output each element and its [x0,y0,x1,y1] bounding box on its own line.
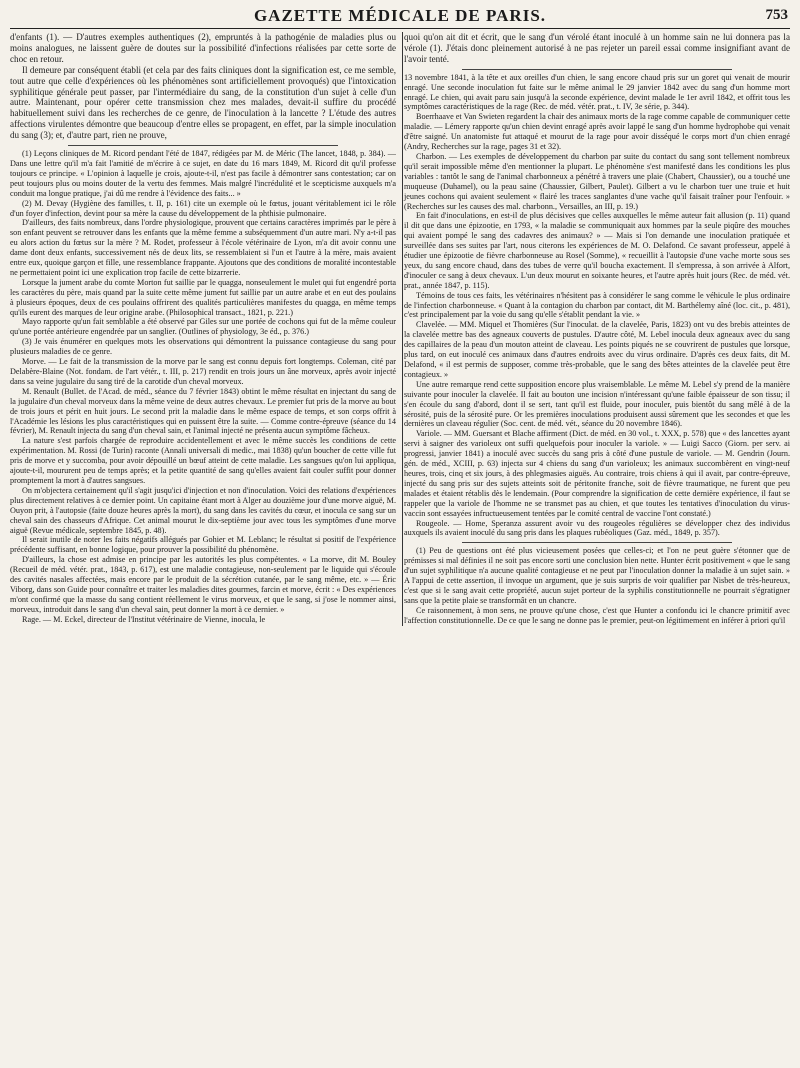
footnote: Boerrhaave et Van Swieten regardent la chair des animaux morts de la rage comme capable de communiquer cette maladie. — Lémery rapporte qu'un chien devint enragé après avoir lappé le sang d'un homme hydrophobe qui venait d'être saigné. Un anatomiste fut attaqué et mourut de la rage pour avoir disséqué le corps mort d'un chien enragé (Andry, Recherches sur la rage, pages 31 et 32). [404,112,790,152]
footnote: (3) Je vais énumérer en quelques mots les observations qui démontrent la puissance contagieuse du sang pour plusieurs maladies de ce genre. [10,337,396,357]
body-paragraph: quoi qu'on ait dit et écrit, que le sang d'un vérolé étant inoculé à un homme sain ne lui donnera pas la vérole (1). J'étais donc pleinement autorisé à ne pas rejeter un pareil essai comme insignifiant avant de l'avoir tenté. [404,32,790,64]
footnote-separator [462,69,732,70]
footnote: D'ailleurs, des faits nombreux, dans l'ordre physiologique, prouvent que certains caractères imprimés par le père à son enfant peuvent se retrouver dans les enfants que la même femme a subséquemment d'un autre mari. N'y a-t-il pas eu alors action du fœtus sur la mère ? M. Rodet, professeur à l'école vétérinaire de Lyon, m'a dit avoir connu une dame dont deux enfants, successivement nés de deux lits, se ressemblaient si l'un et l'autre à la mère, mais avaient entre eux, quoique garçon et fille, une ressemblance frappante. Ajoutons que des conditions de moralité incontestable ne permettaient point ici une explication trop facile de cette bizarrerie. [10,218,396,277]
footnote: Variole. — MM. Guersant et Blache affirment (Dict. de méd. en 30 vol., t. XXX, p. 578) que « des lancettes ayant servi à saigner des varioleux ont suffi quelquefois pour inoculer la variole. » — Luigi Sacco (Giorn. per serv. ai progressi, janvier 1841) a inoculé avec succès du sang pris à côté d'une pustule de variole. — M. Gendrin (Journ. gén. de méd., XCIII, p. 63) injecta sur 4 chiens du sang d'un varioleux; les animaux succombèrent en vingt-neuf heures, trois, cinq et six jours, à des phlegmasies aiguës. Au contraire, trois chiens à qui il avait, par contre-épreuve, injecté du sang pris sur des sujets atteints soit de péritonite franche, soit de fièvre traumatique, ne furent que peu malades et étaient rétablis dès le lendemain. (Pour comprendre la signification de cette dernière expérience, il faut se rappeler que la variole de l'homme ne se transmet pas au chien, et que toutes les tentatives d'inoculation du virus-vaccin sont essayées infructueusement tentées par le comité central de vaccine l'ont constaté.) [404,429,790,518]
footnote: Clavelée. — MM. Miquel et Thomières (Sur l'inoculat. de la clavelée, Paris, 1823) ont vu des brebis atteintes de la clavelée mettre bas des agneaux couverts de pustules. D'autre côté, M. Lebel inocula deux agneaux avec du sang des capillaires de la peau d'un mouton atteint de claveau. Les points piqués ne se couvrirent de pustules que lorsque, plus tard, on eut inoculé ces animaux dans d'autres endroits avec du virus ordinaire. D'après ces deux faits, dit M. Delafond, « il est permis de supposer, comme très-probable, que le sang des bêtes atteintes de la clavelée peut être contagieux. » [404,320,790,379]
footnote: M. Renault (Bullet. de l'Acad. de méd., séance du 7 février 1843) obtint le même résultat en injectant du sang de la jugulaire d'un cheval morveux dans la même veine de deux autres chevaux. Le premier fut pris de la morve au bout de trois jours et périt en huit jours. Le second prit la maladie dans le même espace de temps, et son corps offrit à l'Académie les lésions les plus caractéristiques qui en puissent être la suite. — Comme contre-épreuve (séance du 14 février), M. Renault injecta du sang d'un cheval sain, et l'animal injecté ne présenta aucun symptôme fâcheux. [10,386,396,436]
footnote: Rage. — M. Eckel, directeur de l'Institut vétérinaire de Vienne, inocula, le [22,614,266,624]
page-header [10,4,790,29]
footnotes-right [404,73,790,626]
footnote: 13 novembre 1841, à la tête et aux oreilles d'un chien, le sang encore chaud pris sur un goret qui venait de mourir enragé. Une seconde inoculation fut faite sur le même animal le 29 janvier 1842 avec du sang d'un homme mort enragé. Le chien, qui avait paru sain jusqu'à la seconde expérience, devint malade le 1er avril 1842, et offrit tous les symptômes caractéristiques de la rage (Rec. de méd. vétér. prat., t. IV, 3e série, p. 344). [404,72,790,112]
footnote: Ce raisonnement, à mon sens, ne prouve qu'une chose, c'est que Hunter a confondu ici le chancre primitif avec l'affection constitutionnelle. De ce que le sang ne donne pas le premier, peut-on légitimement en inférer à priori qu'il [404,605,790,625]
footnote: Témoins de tous ces faits, les vétérinaires n'hésitent pas à considérer le sang comme le véhicule le plus ordinaire de l'infection charbonneuse. « Quant à la contagion du charbon par contact, dit M. Barthélemy aîné (loc. cit., p. 481), c'est principalement par la voie du sang qu'elle s'établit pendant la vie. » [404,290,790,320]
footnote: Lorsque la jument arabe du comte Morton fut saillie par le quagga, nonseulement le mulet qui fut engendré porta les caractères du père, mais quand par la suite cette même jument fut saillie par un autre arabe et en eut des poulains à plusieurs époques, deux de ces poulains offrirent des qualités particulières manifestes du quagga, en même temps qu'ils eurent des marques de leur origine arabe. (Philosophical transact., 1821, p. 221.) [10,277,396,317]
column-divider [402,32,403,626]
footnote: Une autre remarque rend cette supposition encore plus vraisemblable. Le même M. Lebel s'y prend de la manière suivante pour inoculer la clavelée. Il fait au bouton une incision n'intéressant qu'une faible épaisseur de son tissu; il s'en écoule du sang d'abord, dont il se sert, tant qu'il est fluide, pour inoculer, puis bientôt du sang mêlé à de la sérosité, puis de la sérosité pure. Or les premières inoculations produisent aussi sûrement que les secondes et que les dernières un claveau régulier (Soc. cent. de méd. vét., séance du 20 novembre 1846). [404,379,790,429]
footnote: (1) Leçons cliniques de M. Ricord pendant l'été de 1847, rédigées par M. de Méric (The lancet, 1848, p. 384). — Dans une lettre qu'il m'a fait l'amitié de m'écrire à ce sujet, en date du 16 mars 1849, M. Ricord dit qu'il professe toujours ce principe. « L'opinion à laquelle je crois, ajoute-t-il, n'est pas facile à démontrer sans contestation; car on peut toujours plus ou moins douter de la vertu des femmes. Mais malgré l'incrédulité et le scepticisme auxquels m'a conduit ma longue pratique, j'ai dû me rendre à l'évidence des faits... » [10,149,396,198]
footnote: (2) M. Devay (Hygiène des familles, t. II, p. 161) cite un exemple où le fœtus, jouant véritablement ici le rôle d'un foyer d'infection, devint pour sa mère la cause du développement de la phthisie pulmonaire. [10,198,396,218]
left-column [10,32,396,626]
footnote: Mayo rapporte qu'un fait semblable a été observé par Giles sur une portée de cochons qui fut de la même couleur qu'une portée antérieure engendrée par un sanglier. (Outlines of physiology, 3e éd., p. 376.) [10,317,396,337]
footnotes-left [10,149,396,625]
footnote: Il serait inutile de noter les faits négatifs allégués par Gohier et M. Leblanc; le résultat si positif de l'expérience précédente suffisant, en bonne logique, pour prouver la possibilité du phénomène. [10,535,396,555]
footnote-separator [68,145,338,146]
footnote: La nature s'est parfois chargée de reproduire accidentellement et avec le même succès les conditions de cette expérimentation. M. Rossi (de Turin) raconte (Annali universali di medic., mai 1838) qu'un boucher de cette ville fut pris de morve et y succomba, pour avoir dépouillé un bœuf atteint de cette maladie. Les sangsues qu'on lui appliqua, ajoute-t-il, moururent peu de temps après; et la petite quantité de sang qu'elles avaient fait couler suffit pour donner promptement la mort à d'autres sangsues. [10,436,396,485]
footnote: On m'objectera certainement qu'il s'agit jusqu'ici d'injection et non d'inoculation. Voici des relations d'expériences plus directement relatives à ce dernier point. Un capitaine étant mort à Alger au douzième jour d'une morve aiguë, M. Ouyon prit, à l'autopsie (faite douze heures après la mort), du sang dans les cavités du cœur, et inocula ce sang sur un cheval sain des chasseurs d'Afrique. Cet animal mourut le dix-septième jour avec tous les symptômes d'une morve aiguë (Revue médicale, septembre 1845, p. 48). [10,485,396,535]
body-paragraph: d'enfants (1). — D'autres exemples authentiques (2), empruntés à la pathogénie de maladies plus ou moins analogues, ne laissent guère de doutes sur la possibilité d'infections réalisées par cette sorte de choc en retour. [10,32,396,64]
body-paragraph: Il demeure par conséquent établi (et cela par des faits cliniques dont la signification est, ce me semble, tout autre que celle d'expériences où les phénomènes sont artificiellement provoqués) que l'intoxication syphilitique générale peut passer, par l'intermédiaire du sang, de la constitution d'un sujet à celle d'un autre. Maintenant, pour opérer cette transmission chez mes malades, devait-il suffire du procédé habituellement suivi dans les recherches de ce genre, de l'inoculation à la lancette ? L'étude des autres affections virulentes démontre que beaucoup d'entre elles se propagent, en effet, par la simple inoculation du sang (3); et, d'autre part, rien ne prouve, [10,64,396,141]
footnote: (1) Peu de questions ont été plus vicieusement posées que celles-ci; et l'on ne peut guère s'étonner que de prémisses si mal définies il ne soit pas encore sorti une conclusion bien nette. Hunter écrit positivement « que le sang d'un sujet syphilitique n'a aucune qualité contagieuse et ne peut par l'inoculation donner la maladie à un sujet sain. » A l'appui de cette assertion, il invoque un argument, que je suis surpris de voir qualifier par Nisbet de très-heureux, c'est que si le sang avait cette propriété, aucun sujet porteur de la syphilis constitutionnelle ne pourrait s'égratigner sans que la petite plaie se transformât en un chancre. [404,546,790,605]
page-number: 753 [765,7,788,23]
footnote: Charbon. — Les exemples de développement du charbon par suite du contact du sang sont tellement nombreux qu'il serait impossible même d'en mentionner la plupart. Le phénomène s'est manifesté dans les conditions les plus variables : tantôt le sang de l'animal charbonneux a pénétré à travers une plaie (Chabert, Chaussier), ou a touché une muqueuse (Duhamel), ou la peau saine (Chaussier, Gilbert, Paulet). Gilbert a vu le charbon tuer une truie et huit jeunes cochons qui avaient seulement « flairé les traces sanglantes d'une vache qu'il faisait traîner pour l'enfouir. » (Recherches sur les causes des mal. charbonn., Versailles, an III, p. 19.) [404,151,790,211]
footnote: En fait d'inoculations, en est-il de plus décisives que celles auxquelles le même auteur fait allusion (p. 11) quand il dit que dans une épizootie, en 1793, « la maladie se communiquait aux hommes par la seule piqûre des mouches qui avaient pompé le sang des cadavres des animaux? » — Mais si l'on demande une inoculation pratiquée et surveillée dans ses suites par l'art, nous citerons les expériences de M. O. Delafond. Ce savant professeur, appelé à étudier une épizootie de fièvre charbonneuse au Rosel (Somme), « recueillit à l'autopsie d'une vache morte sous ses yeux, du sang encore chaud, dans des tubes de verre qu'il boucha exactement. Il s'empressa, à son arrivée à Alfort, d'inoculer ce sang à deux chevaux. L'un deux mourut en soixante heures, et l'autre après huit jours (Rec. de méd. vét. prat., année 1847, p. 115). [404,211,790,290]
footnote: Morve. — Le fait de la transmission de la morve par le sang est connu depuis fort longtemps. Coleman, cité par Delabère-Blaine (Not. fondam. de l'art vétér., t. III, p. 217) rendit en trois jours un âne morveux, après avoir injecté dans sa veine jugulaire du sang tiré de la carotide d'un cheval morveux. [10,357,396,386]
right-column [404,32,790,626]
footnote-separator [462,542,732,543]
footnote: Rougeole. — Home, Speranza assurent avoir vu des rougeoles régulières se développer chez des individus auxquels ils avaient inoculé du sang pris dans les plaques rubéoliques (Gaz. méd., 1849, p. 357). [404,518,790,538]
columns [10,32,790,626]
journal-title: GAZETTE MÉDICALE DE PARIS. [253,6,547,25]
footnote: D'ailleurs, la chose est admise en principe par les autorités les plus compétentes. « La morve, dit M. Bouley (Recueil de méd. vétér. prat., 1843, p. 617), est une maladie contagieuse, non-seulement par le liquide qui s'écoule des cavités nasales affectées, mais encore par le produit de la sécrétion cutanée, par le sang même, etc. » — Éric Viborg, dans son Guide pour connaître et traiter les maladies dites gourmes, farcin et morve, écrit : « Des expériences m'ont confirmé que la masse du sang contient réellement le virus morveux, et que le sang, si j'ose le nommer ainsi, morveux, introduit dans le sang d'un cheval sain, peut donner la mort à ce dernier. » [10,555,396,614]
